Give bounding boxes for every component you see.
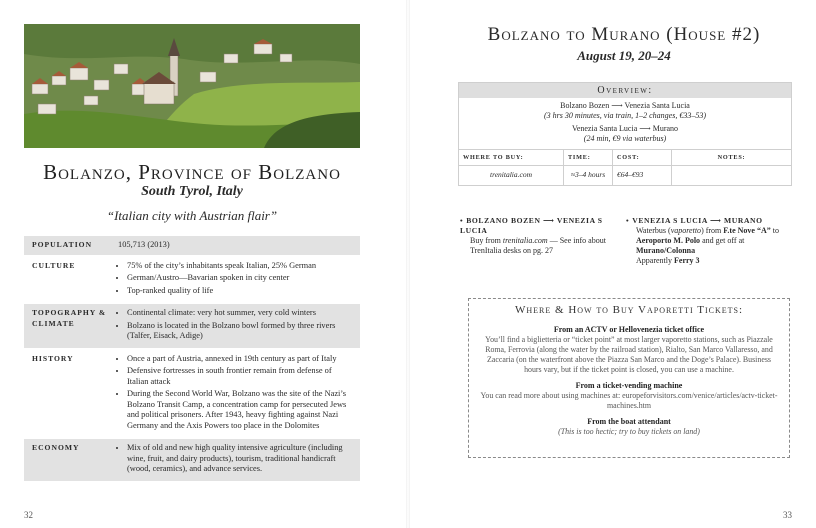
leg-train [460,216,626,266]
cell-notes [672,166,792,186]
cell-time: ≈3–4 hours [564,166,613,186]
leg-text: Apparently [636,256,674,265]
city-subtitle: South Tyrol, Italy [141,184,243,199]
leg-text: Murano/Colonna [636,246,696,255]
header-where: WHERE TO BUY: [459,150,564,166]
page-number: 32 [24,510,33,520]
facts-table [24,236,360,483]
overview-routes [459,98,791,149]
tickets-heading: From a ticket-vending machine [575,381,683,390]
tickets-paragraph: (This is too hectic; try to buy tickets on land) [558,427,700,436]
cell-where: trenitalia.com [459,166,564,186]
route-1-note: (3 hrs 30 minutes, via train, 1–2 changes, €33–53) [544,110,706,120]
city-tagline: “Italian city with Austrian flair” [106,208,278,223]
facts-bullet: • Defensive fortresses in south frontier remain from defense of Italian attack [127,366,354,387]
facts-label: ECONOMY [32,443,80,452]
bolzano-photo [24,24,360,148]
tickets-title: Where & How to Buy Vaporetti Tickets: [515,304,743,316]
header-cost: COST: [613,150,672,166]
trip-legs [460,216,792,266]
leg-text: Waterbus ( [636,226,671,235]
tickets-paragraph: You can read more about using machines at: europeforvisitors.com/venice/articles/actv-ticket-machines.htm [480,391,778,410]
facts-bullet: • 75% of the city’s inhabitants speak Italian, 25% German [127,261,354,272]
route-2-note: (24 min, €9 via waterbus) [583,133,667,143]
facts-bullet: • Top-ranked quality of life [127,286,354,297]
facts-label: CULTURE [32,260,76,270]
tickets-heading: From the boat attendant [587,417,671,426]
page-number: 33 [783,510,792,520]
bullet-icon: • [460,216,464,225]
overview-heading: Overview: [459,83,791,98]
facts-value: 105,713 (2013) [118,240,170,249]
purchase-table [459,149,791,185]
leg-text: vaporetto [670,226,702,235]
leg-text: F.te Nove “A” [723,226,771,235]
leg-text: trenitalia.com [502,236,548,245]
facts-label: HISTORY [32,353,74,363]
facts-bullet: • During the Second World War, Bolzano was the site of the Nazi’s Bolzano Transit Camp, a concentration camp for persecuted Jews and political prisoners. After 1943, heavy fighting against Nazi Germany and the Axis Powers too place in the Dolomites [127,389,354,431]
bullet-icon: • [626,216,630,225]
facts-row-topography [24,304,360,350]
cell-cost: €64–€93 [613,166,672,186]
village-landscape-image [24,24,360,148]
tickets-heading: From an ACTV or Hellovenezia ticket office [553,325,705,334]
facts-label: POPULATION [32,240,93,249]
facts-bullet: • Bolzano is located in the Bolzano bowl formed by three rivers (Talfer, Eisack, Adige) [127,321,354,342]
route-1: Bolzano Bozen ⟶ Venezia Santa Lucia [560,101,690,110]
leg-waterbus [626,216,792,266]
header-time: TIME: [564,150,613,166]
leg-text: Aeroporto M. Polo [636,236,701,245]
leg-text: Ferry 3 [674,256,700,265]
leg-text: and get off at [700,236,745,245]
leg-waterbus-title: VENEZIA S LUCIA ⟶ MURANO [632,216,763,225]
route-2: Venezia Santa Lucia ⟶ Murano [571,124,679,133]
header-notes: NOTES: [672,150,792,166]
tickets-paragraph: You’ll find a biglietteria or “ticket point” at most larger vaporetto stations, such as Piazzale Roma, Ferrovia (along the water by the railroad station), Rialto, San Marco Vallaresso, and Zaccaria (on the waterfront above the Piazza San Marco and the Doge’s Palace). Business hours vary, but if the ticket point is closed, you can use a machine. [485,335,773,374]
facts-bullet: • Mix of old and new high quality intensive agriculture (including wine, fruit, and dairy products), tourism, traditional handicraft (wood, ceramics), and advance services. [127,443,354,475]
facts-bullet: • Continental climate: very hot summer, very cold winters [127,308,354,319]
facts-bullet: • Once a part of Austria, annexed in 19th century as part of Italy [127,354,354,365]
trip-title: Bolzano to Murano (House #2) [487,24,761,45]
facts-row-economy [24,439,360,483]
facts-label: TOPOGRAPHY & CLIMATE [32,308,107,328]
facts-row-population [24,236,360,257]
leg-waterbus-body [626,226,792,266]
right-page [408,0,816,528]
leg-text: to [770,226,779,235]
trip-dates: August 19, 20–24 [577,48,671,63]
leg-text: Buy from [470,236,503,245]
facts-row-history [24,350,360,440]
leg-text: ) from [701,226,724,235]
leg-text: — See info about TrenItalia desks on pg. 27 [470,236,606,255]
overview-box [458,82,792,186]
leg-train-title: BOLZANO BOZEN ⟶ VENEZIA S LUCIA [460,216,603,235]
city-title: Bolanzo, Province of Bolzano [43,160,341,184]
leg-train-body [460,236,626,256]
facts-row-culture [24,257,360,305]
vaporetti-tickets-box [468,298,790,458]
facts-bullet: • German/Austro—Bavarian spoken in city center [127,273,354,284]
